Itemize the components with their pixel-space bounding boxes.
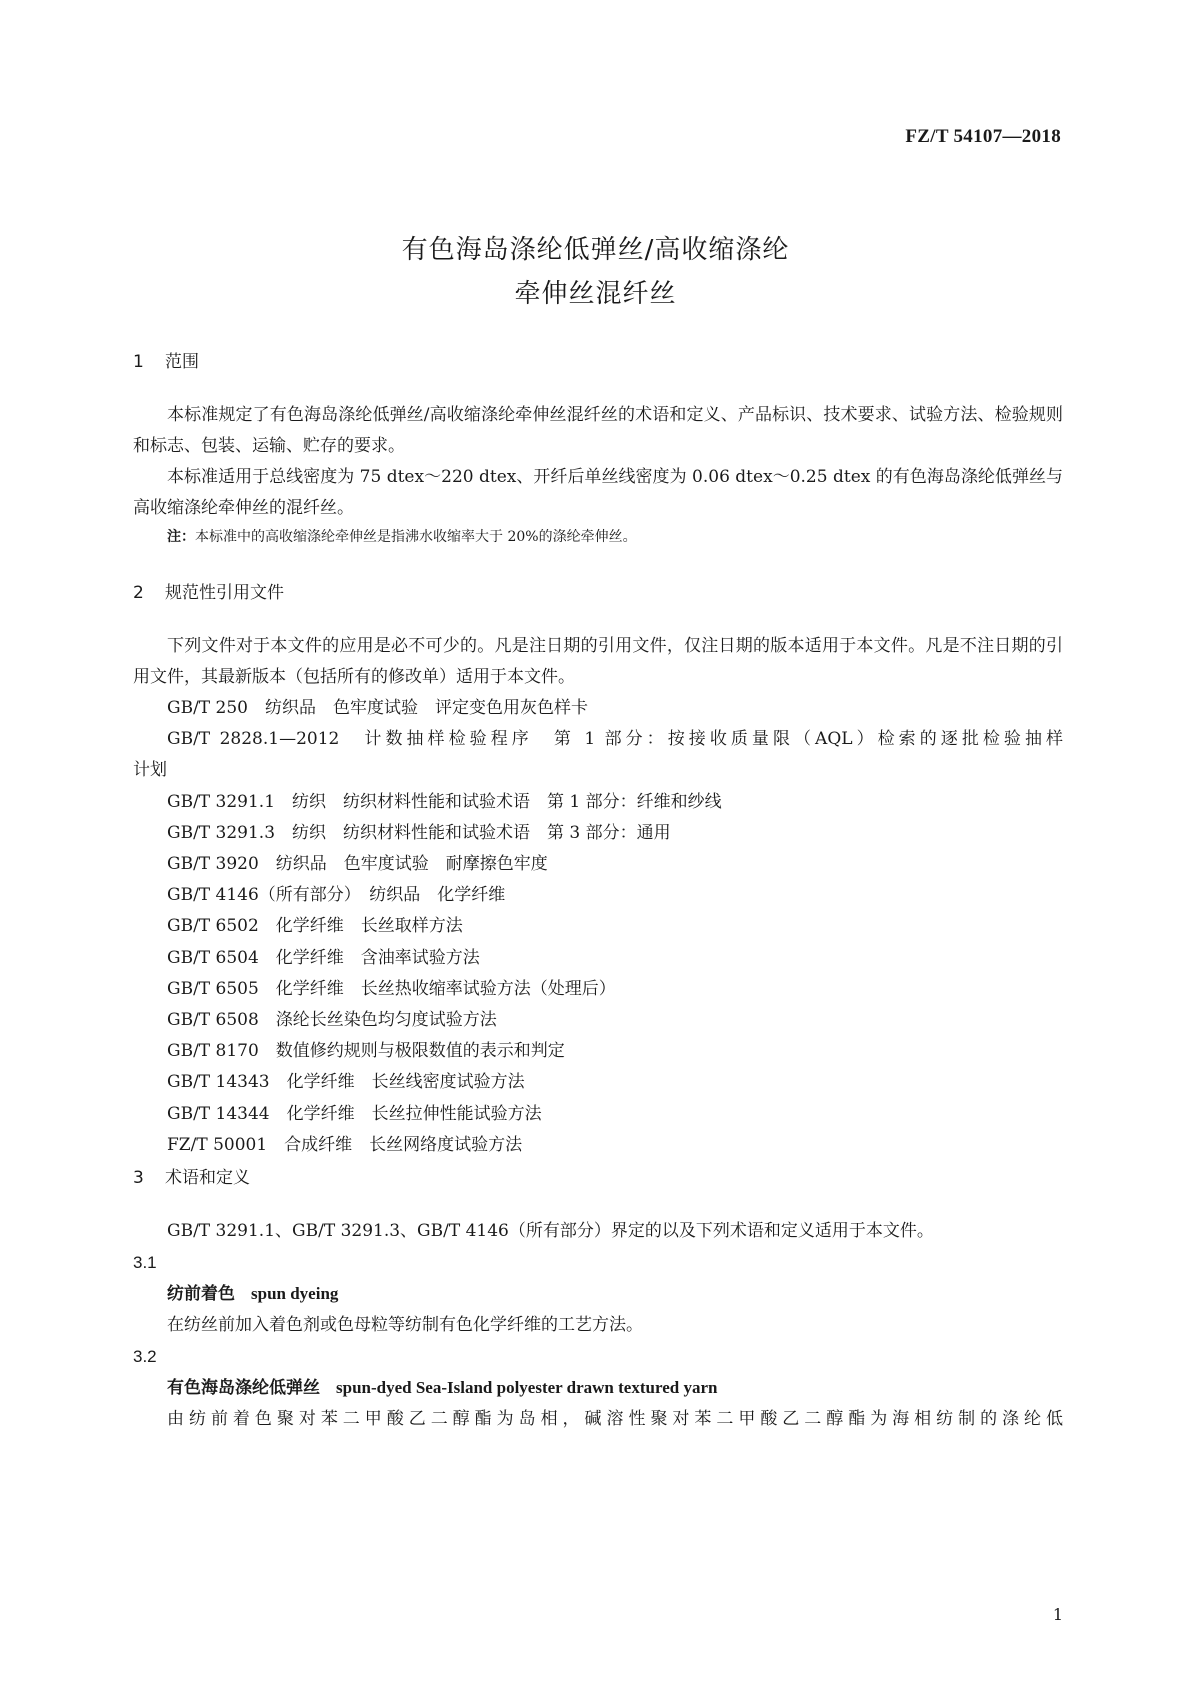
page-number: 1 — [1052, 1605, 1063, 1624]
section-1-heading — [133, 347, 199, 372]
reference-item: GB/T 3291.1 纺织 纺织材料性能和试验术语 第 1 部分：纤维和纱线 — [167, 791, 722, 812]
reference-item: GB/T 6502 化学纤维 长丝取样方法 — [167, 916, 463, 937]
reference-item: GB/T 3920 纺织品 色牢度试验 耐摩擦色牢度 — [167, 854, 548, 875]
reference-item-continuation: 计划 — [133, 760, 167, 781]
term-number: 3.2 — [133, 1347, 157, 1366]
reference-item: GB/T 14343 化学纤维 长丝线密度试验方法 — [167, 1072, 525, 1093]
reference-item: GB/T 8170 数值修约规则与极限数值的表示和判定 — [167, 1041, 565, 1062]
section-number: 1 — [133, 352, 144, 372]
section-number: 3 — [133, 1168, 144, 1188]
section-2-heading — [133, 578, 284, 603]
reference-item: GB/T 3291.3 纺织 纺织材料性能和试验术语 第 3 部分：通用 — [167, 822, 671, 843]
reference-item: GB/T 6508 涤纶长丝染色均匀度试验方法 — [167, 1010, 497, 1031]
reference-item: GB/T 14344 化学纤维 长丝拉伸性能试验方法 — [167, 1103, 542, 1124]
section-3-body — [133, 1216, 1063, 1435]
section-3-heading — [133, 1163, 250, 1188]
term-name — [133, 1278, 1063, 1310]
note-text: 本标准中的高收缩涤纶牵伸丝是指沸水收缩率大于 20%的涤纶牵伸丝。 — [195, 529, 637, 545]
reference-item: GB/T 250 纺织品 色牢度试验 评定变色用灰色样卡 — [167, 698, 588, 718]
reference-item: GB/T 6504 化学纤维 含油率试验方法 — [167, 947, 480, 968]
reference-item: FZ/T 50001 合成纤维 长丝网络度试验方法 — [167, 1134, 523, 1155]
title-line-1: 有色海岛涤纶低弹丝/高收缩涤纶 — [401, 235, 790, 265]
reference-item: GB/T 2828.1—2012 计数抽样检验程序 第 1 部分：按接收质量限（AQL）检索的逐批检验抽样 — [167, 729, 1063, 750]
paragraph: 下列文件对于本文件的应用是必不可少的。凡是注日期的引用文件，仅注日期的版本适用于本文件。凡是不注日期的引用文件，其最新版本（包括所有的修改单）适用于本文件。 — [133, 636, 1063, 687]
standard-code: FZ/T 54107—2018 — [905, 126, 1061, 147]
term-name-en: spun dyeing — [251, 1284, 339, 1303]
reference-item: GB/T 4146（所有部分） 纺织品 化学纤维 — [167, 885, 506, 906]
note — [133, 524, 1063, 550]
document-title — [0, 228, 1191, 316]
section-2-body — [133, 631, 1063, 1161]
paragraph: GB/T 3291.1、GB/T 3291.3、GB/T 4146（所有部分）界定的以及下列术语和定义适用于本文件。 — [167, 1221, 934, 1241]
term-definition: 由纺前着色聚对苯二甲酸乙二醇酯为岛相，碱溶性聚对苯二甲酸乙二醇酯为海相纺制的涤纶低 — [167, 1409, 1063, 1429]
term-name-en: spun-dyed Sea-Island polyester drawn textured yarn — [336, 1378, 718, 1397]
section-title: 范围 — [165, 352, 199, 372]
term-name — [133, 1372, 1063, 1404]
term-name-zh: 有色海岛涤纶低弹丝 — [167, 1378, 320, 1398]
term-number: 3.1 — [133, 1253, 157, 1272]
paragraph: 本标准规定了有色海岛涤纶低弹丝/高收缩涤纶牵伸丝混纤丝的术语和定义、产品标识、技术要求、试验方法、检验规则和标志、包装、运输、贮存的要求。 — [133, 405, 1063, 456]
section-title: 规范性引用文件 — [165, 583, 284, 603]
title-line-2: 牵伸丝混纤丝 — [514, 279, 677, 309]
section-title: 术语和定义 — [165, 1168, 250, 1188]
reference-item: GB/T 6505 化学纤维 长丝热收缩率试验方法（处理后） — [167, 978, 616, 999]
section-1-body — [133, 400, 1063, 550]
note-label: 注： — [167, 529, 195, 545]
section-number: 2 — [133, 583, 144, 603]
term-definition: 在纺丝前加入着色剂或色母粒等纺制有色化学纤维的工艺方法。 — [167, 1315, 643, 1335]
term-name-zh: 纺前着色 — [167, 1284, 235, 1304]
paragraph: 本标准适用于总线密度为 75 dtex～220 dtex、开纤后单丝线密度为 0.06 dtex～0.25 dtex 的有色海岛涤纶低弹丝与高收缩涤纶牵伸丝的混纤丝。 — [133, 467, 1063, 518]
